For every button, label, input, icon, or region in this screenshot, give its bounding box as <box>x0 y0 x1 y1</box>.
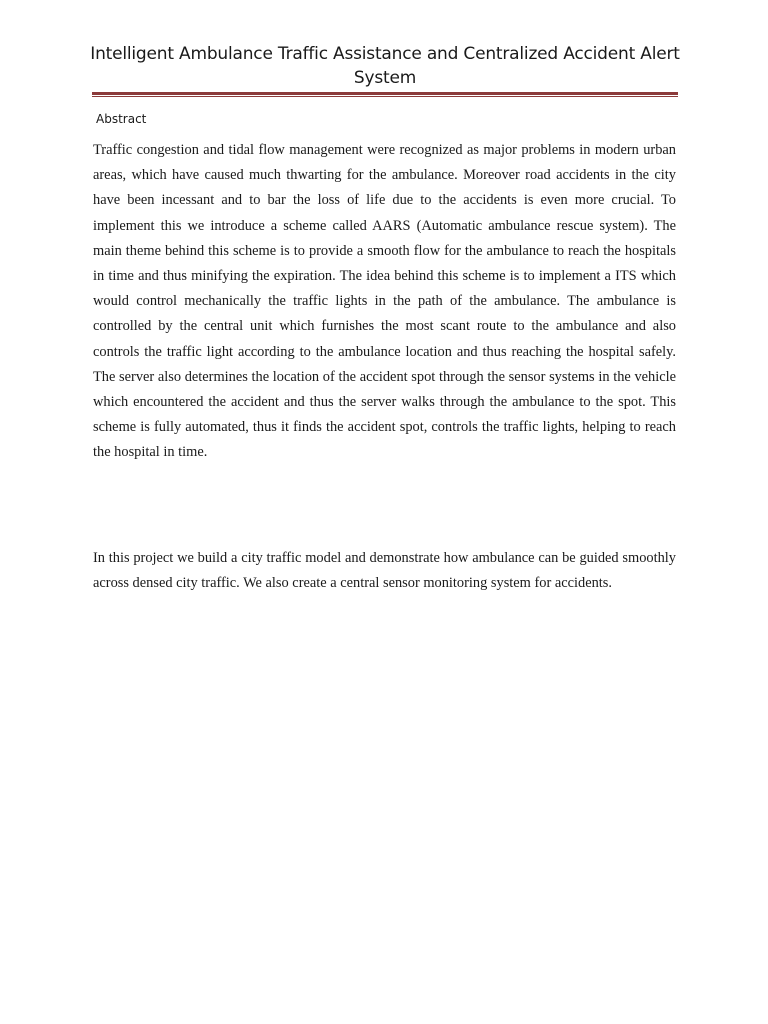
document-title: Intelligent Ambulance Traffic Assistance and Centralized Accident Alert System <box>90 44 680 88</box>
abstract-heading: Abstract <box>96 112 147 126</box>
abstract-paragraph-2: In this project we build a city traffic model and demonstrate how ambulance can be guided smoothly across densed city traffic. We also create a central sensor monitoring system for accidents. <box>93 550 676 592</box>
title-rule-thin <box>92 96 678 97</box>
abstract-paragraph-1: Traffic congestion and tidal flow management were recognized as major problems in modern urban areas, which have caused much thwarting for the ambulance. Moreover road accidents in the city have been incessant and to bar the loss of life due to the accidents is even more crucial. To implement this we introduce a scheme called AARS (Automatic ambulance rescue system). The main theme behind this scheme is to provide a smooth flow for the ambulance to reach the hospitals in time and thus minifying the expiration. The idea behind this scheme is to implement a ITS which would control mechanically the traffic lights in the path of the ambulance. The ambulance is controlled by the central unit which furnishes the most scant route to the ambulance and also controls the traffic light according to the ambulance location and thus reaching the hospital safely. The server also determines the location of the accident spot through the sensor systems in the vehicle which encountered the accident and thus the server walks through the ambulance to the spot. This scheme is fully automated, thus it finds the accident spot, controls the traffic lights, helping to reach the hospital in time. <box>93 142 676 461</box>
title-rule-thick <box>92 92 678 95</box>
